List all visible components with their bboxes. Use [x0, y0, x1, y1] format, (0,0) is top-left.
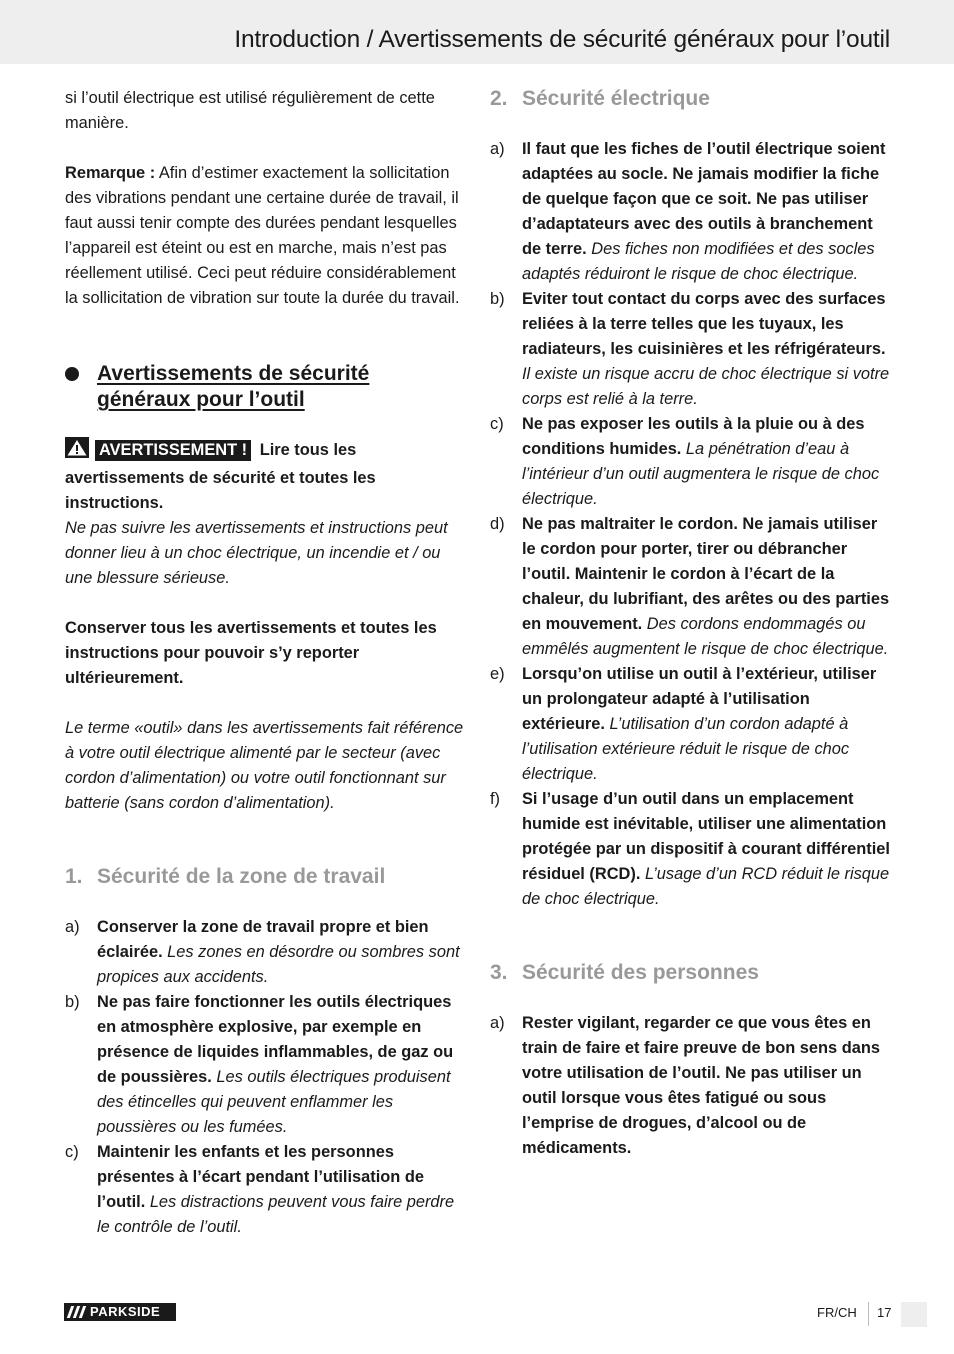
list-item	[490, 787, 892, 912]
list-item-text	[522, 137, 892, 287]
logo-stripes-icon	[64, 1303, 90, 1321]
warning-bold-text: Lire tous les avertissements de sécurité et toutes les instructions.	[65, 441, 376, 512]
page-number: 17	[877, 1305, 892, 1320]
list-item	[65, 915, 465, 990]
list-item-label: c)	[490, 415, 504, 433]
list-item-italic: Il existe un risque accru de choc électrique si votre corps est relié à la terre.	[522, 365, 890, 408]
list-item-bold: Conserver la zone de travail propre et bien éclairée.	[97, 918, 429, 961]
logo-brand-text: PARKSIDE	[90, 1304, 161, 1319]
section-1-title: Sécurité de la zone de travail	[97, 865, 386, 888]
section-2-heading	[490, 86, 892, 112]
page-header	[0, 0, 954, 64]
section-3-title: Sécurité des personnes	[522, 961, 759, 984]
list-item-italic: Des fiches non modifiées et des socles adaptés réduiront le risque de choc électrique.	[522, 240, 875, 283]
list-item	[490, 512, 892, 662]
list-item-label: e)	[490, 665, 505, 683]
warning-badge: AVERTISSEMENT !	[95, 440, 251, 461]
section-1-list	[65, 915, 465, 1240]
list-item	[490, 137, 892, 287]
list-item-italic: Les outils électriques produisent des étincelles qui peuvent enflammer les poussières ou les fumées.	[97, 1068, 451, 1136]
list-item-italic: Des cordons endommagés ou emmêlés augmentent le risque de choc électrique.	[522, 615, 889, 658]
list-item-bold: Il faut que les fiches de l’outil électrique soient adaptées au socle. Ne jamais modifier la fiche de quelque façon que ce soit. Ne pas utiliser d’adaptateurs avec des outils à branchement de terre.	[522, 140, 886, 258]
list-item-bold: Maintenir les enfants et les personnes présentes à l’écart pendant l’utilisation de l’outil.	[97, 1143, 424, 1211]
keep-instructions-text: Conserver tous les avertissements et toutes les instructions pour pouvoir s’y reporter ultérieurement.	[65, 619, 437, 687]
list-item	[490, 287, 892, 412]
list-item-label: b)	[65, 993, 80, 1011]
list-item-italic: Les distractions peuvent vous faire perdre le contrôle de l’outil.	[97, 1193, 455, 1236]
list-item	[65, 1140, 465, 1240]
list-item-label: a)	[490, 1014, 505, 1032]
list-item-label: b)	[490, 290, 505, 308]
warning-italic-text: Ne pas suivre les avertissements et instructions peut donner lieu à un choc électrique, un incendie et / ou une blessure sérieuse.	[65, 519, 448, 587]
footer-locale: FR/CH	[817, 1305, 857, 1320]
warning-paragraph	[65, 437, 465, 516]
list-item-text	[522, 287, 892, 412]
list-item-bold: Ne pas exposer les outils à la pluie ou à des conditions humides.	[522, 415, 865, 458]
section-1-heading	[65, 864, 465, 890]
section-3-heading	[490, 960, 892, 986]
safety-heading	[65, 361, 465, 413]
list-item-bold: Rester vigilant, regarder ce que vous êtes en train de faire et faire preuve de bon sens dans votre utilisation de l’outil. Ne pas utiliser un outil lorsque vous êtes fatigué ou sous l’emprise de drogues, d’alcool ou de médicaments.	[522, 1014, 880, 1157]
list-item-text	[522, 512, 892, 662]
section-3-number: 3.	[490, 961, 508, 984]
parkside-logo	[64, 1303, 176, 1321]
list-item-text	[97, 915, 465, 990]
list-item-label: a)	[65, 918, 80, 936]
list-item-label: a)	[490, 140, 505, 158]
list-item-italic: Les zones en désordre ou sombres sont propices aux accidents.	[97, 943, 460, 986]
list-item-bold: Eviter tout contact du corps avec des surfaces reliées à la terre telles que les tuyaux, les radiateurs, les cuisinières et les réfrigérateurs.	[522, 290, 886, 358]
left-column	[65, 86, 465, 1240]
right-column	[490, 86, 892, 1161]
list-item-italic: La pénétration d’eau à l’intérieur d’un outil augmentera le risque de choc électrique.	[522, 440, 880, 508]
list-item-text	[522, 1011, 892, 1161]
list-item	[490, 412, 892, 512]
list-item-bold: Ne pas maltraiter le cordon. Ne jamais utiliser le cordon pour porter, tirer ou débrancher l’outil. Maintenir le cordon à l’écart de la chaleur, du lubrifiant, des arêtes ou des parties en mouvement.	[522, 515, 890, 633]
list-item-label: f)	[490, 790, 501, 808]
tool-term-text: Le terme «outil» dans les avertissements fait référence à votre outil électrique alimenté par le secteur (avec cordon d’alimentation) ou votre outil fonctionnant sur batterie (sans cordon d’alimentation).	[65, 719, 464, 812]
list-item-label: c)	[65, 1143, 79, 1161]
list-item	[490, 662, 892, 787]
section-1-number: 1.	[65, 865, 83, 888]
list-item-bold: Lorsqu’on utilise un outil à l’extérieur, utiliser un prolongateur adapté à l’utilisation extérieure.	[522, 665, 877, 733]
footer-tab-box	[901, 1302, 927, 1327]
list-item-text	[522, 662, 892, 787]
paragraph-intro: si l’outil électrique est utilisé régulièrement de cette manière.	[65, 89, 435, 132]
section-2-number: 2.	[490, 87, 508, 110]
remark-text: Afin d’estimer exactement la sollicitation des vibrations pendant une certaine durée de travail, il faut aussi tenir compte des durées pendant lesquelles l’appareil est éteint ou est en marche, mais n’est pas réellement utilisé. Ceci peut réduire considérablement la sollicitation de vibration sur toute la durée du travail.	[65, 164, 460, 307]
list-item-bold: Si l’usage d’un outil dans un emplacement humide est inévitable, utiliser une alimentation protégée par un dispositif à courant différentiel résiduel (RCD).	[522, 790, 890, 883]
bullet-icon	[65, 367, 79, 381]
list-item-label: d)	[490, 515, 505, 533]
list-item-text	[522, 412, 892, 512]
list-item-bold: Ne pas faire fonctionner les outils électriques en atmosphère explosive, par exemple en présence de liquides inflammables, de gaz ou de poussières.	[97, 993, 454, 1086]
section-3-list	[490, 1011, 892, 1161]
page-title: Introduction / Avertissements de sécurité généraux pour l’outil	[234, 26, 890, 53]
list-item-text	[97, 990, 465, 1140]
list-item	[65, 990, 465, 1140]
remark-label: Remarque :	[65, 164, 156, 182]
list-item-text	[522, 787, 892, 912]
list-item-text	[97, 1140, 465, 1240]
remark-paragraph	[65, 161, 465, 311]
section-2-list	[490, 137, 892, 912]
safety-heading-text: Avertissements de sécurité généraux pour l’outil	[97, 362, 370, 411]
list-item	[490, 1011, 892, 1161]
warning-triangle-icon	[65, 437, 89, 466]
section-2-title: Sécurité électrique	[522, 87, 710, 110]
footer-divider	[868, 1302, 869, 1326]
list-item-italic: L’usage d’un RCD réduit le risque de choc électrique.	[522, 865, 890, 908]
list-item-italic: L’utilisation d’un cordon adapté à l’utilisation extérieure réduit le risque de choc électrique.	[522, 715, 850, 783]
